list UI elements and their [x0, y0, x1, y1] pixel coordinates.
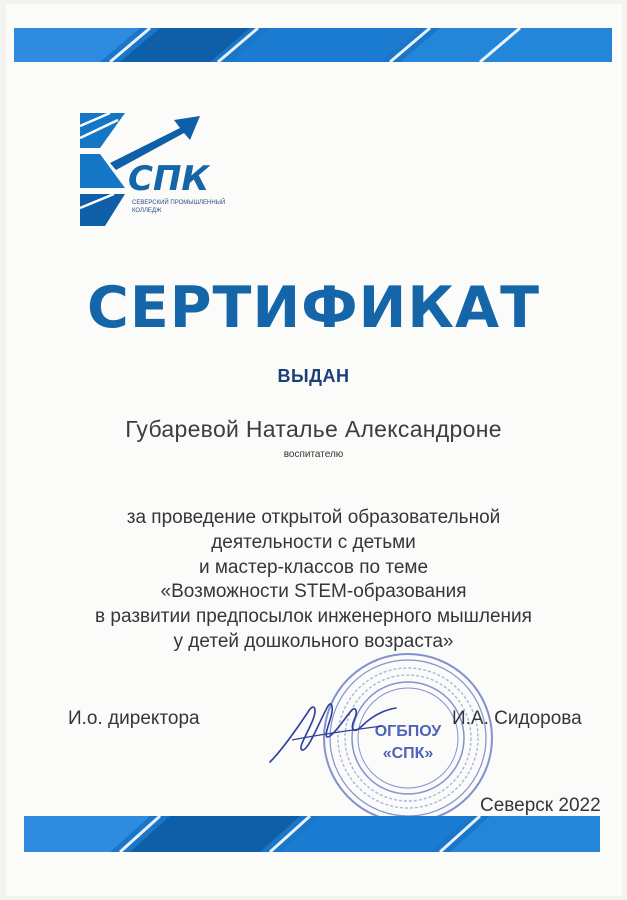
recipient-position: воспитателю [283, 449, 344, 460]
signatory-name: И.А. Сидорова [452, 708, 582, 729]
stamp-org-line2: «СПК» [382, 745, 434, 762]
director-signature [262, 690, 402, 770]
logo-name-line2: КОЛЛЕДЖ [132, 208, 162, 214]
certificate-title: СЕРТИФИКАТ [87, 275, 540, 341]
logo-name-line1: СЕВЕРСКИЙ ПРОМЫШЛЕННЫЙ [132, 200, 226, 206]
top-stripe-banner [0, 22, 627, 72]
reason-line: за проведение открытой образовательной [126, 507, 501, 528]
reason-line: у детей дошкольного возраста» [173, 630, 454, 652]
reason-line: «Возможности STEM-образования [160, 581, 467, 603]
reason-line: в развитии предпосылок инженерного мышления [95, 606, 532, 628]
bottom-stripe-banner [0, 808, 627, 860]
reason-line: деятельности с детьми [211, 531, 416, 553]
reason-line: и мастер-классов по теме [198, 556, 429, 578]
certificate-reason [0, 506, 627, 655]
signatory-role: И.о. директора [68, 708, 200, 729]
issued-label: ВЫДАН [277, 366, 350, 386]
city-year: Северск 2022 [480, 795, 601, 816]
stamp-org-line1: ОГБПОУ [374, 723, 442, 740]
college-logo [70, 108, 240, 230]
logo-abbr: СПК [128, 159, 210, 199]
recipient-name: Губаревой Наталье Александроне [125, 416, 502, 442]
